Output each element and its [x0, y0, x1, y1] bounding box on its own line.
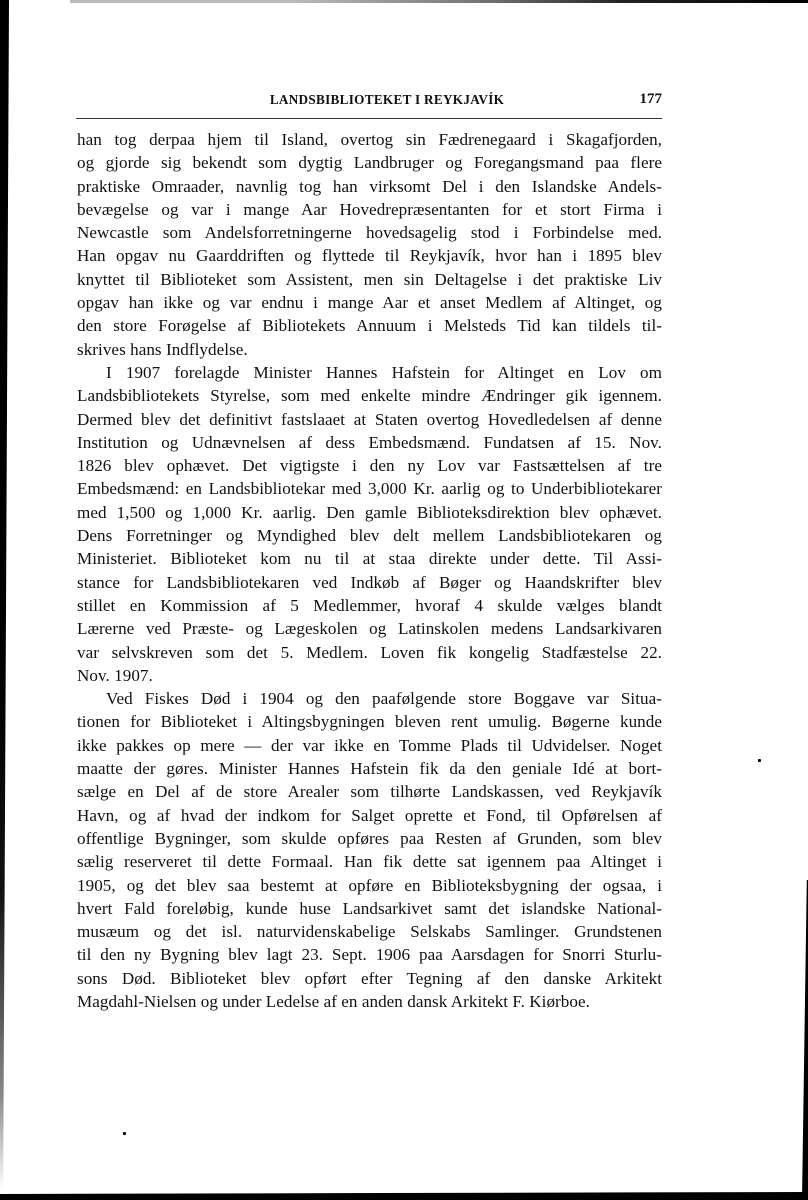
text-line: musæum og det isl. naturvidenskabelige Selskabs Samlinger. Grundstenen — [77, 922, 662, 942]
scan-speck — [123, 1132, 126, 1135]
text-line: Magdahl-Nielsen og under Ledelse af en anden dansk Arkitekt F. Kiørboe. — [77, 991, 590, 1011]
text-line: Institution og Udnævnelsen af dess Embedsmænd. Fundatsen af 15. Nov. — [77, 432, 662, 452]
page-number: 177 — [639, 91, 662, 107]
paragraph-3 — [77, 687, 662, 1013]
text-line: Newcastle som Andelsforretningerne hovedsagelig stod i Forbindelse med. — [77, 223, 662, 243]
text-line: med 1,500 og 1,000 Kr. aarlig. Den gamle Biblioteksdirektion blev ophævet. — [77, 502, 662, 522]
page-body — [77, 128, 662, 1013]
text-line: ikke pakkes op mere — der var ikke en Tomme Plads til Udvidelser. Noget — [77, 735, 662, 755]
text-line: skrives hans Indflydelse. — [77, 339, 248, 359]
text-line: den store Forøgelse af Bibliotekets Annuum i Melsteds Tid kan tildels til- — [77, 316, 662, 336]
running-title: LANDSBIBLIOTEKET I REYKJAVÍK — [269, 92, 505, 107]
scan-border-right — [802, 880, 808, 1200]
text-line: 1826 blev ophævet. Det vigtigste i den ny Lov var Fastsættelsen af tre — [77, 456, 662, 476]
text-line: Dermed blev det definitivt fastslaaet at Staten overtog Hovedledelsen af denne — [77, 409, 662, 429]
text-line: sons Død. Biblioteket blev opført efter Tegning af den danske Arkitekt — [77, 968, 662, 988]
text-line: Han opgav nu Gaarddriften og flyttede til Reykjavík, hvor han i 1895 blev — [77, 246, 662, 266]
scan-speck — [758, 759, 761, 762]
scan-border-top — [70, 0, 808, 3]
text-line: Landsbibliotekets Styrelse, som med enkelte mindre Ændringer gik igennem. — [77, 386, 662, 406]
running-header — [76, 92, 662, 114]
text-line: Dens Forretninger og Myndighed blev delt mellem Landsbibliotekaren og — [77, 526, 662, 546]
text-line: praktiske Omraader, navnlig tog han virksomt Del i den Islandske Andels- — [77, 176, 662, 196]
text-line: stillet en Kommission af 5 Medlemmer, hvoraf 4 skulde vælges blandt — [77, 595, 662, 615]
text-line: knyttet til Biblioteket som Assistent, men sin Deltagelse i det praktiske Liv — [77, 269, 662, 289]
text-line: I 1907 forelagde Minister Hannes Hafstein for Altinget en Lov om — [106, 362, 662, 382]
text-line: Nov. 1907. — [77, 665, 153, 685]
text-line: hvert Fald foreløbig, kunde huse Landsarkivet samt det islandske National- — [77, 898, 662, 918]
text-line: sælig reserveret til dette Formaal. Han fik dette sat igennem paa Altinget i — [77, 852, 662, 872]
text-line: og gjorde sig bekendt som dygtig Landbruger og Foregangsmand paa flere — [77, 153, 662, 173]
text-line: bevægelse og var i mange Aar Hovedrepræsentanten for et stort Firma i — [77, 199, 662, 219]
scan-border-left — [0, 0, 9, 1190]
text-line: tionen for Biblioteket i Altingsbygningen bleven rent umulig. Bøgerne kunde — [77, 712, 662, 732]
text-line: var selvskreven som det 5. Medlem. Loven fik kongelig Stadfæstelse 22. — [77, 642, 662, 662]
paragraph-2 — [77, 361, 662, 687]
text-line: sælge en Del af de store Arealer som tilhørte Landskassen, ved Reykjavík — [77, 782, 662, 802]
scan-border-bottom — [0, 1192, 808, 1200]
text-line: Ministeriet. Biblioteket kom nu til at staa direkte under dette. Til Assi- — [77, 549, 662, 569]
text-line: Ved Fiskes Død i 1904 og den paafølgende store Boggave var Situa- — [106, 689, 662, 709]
text-line: opgav han ikke og var endnu i mange Aar et anset Medlem af Altinget, og — [77, 293, 662, 313]
text-line: han tog derpaa hjem til Island, overtog sin Fædrenegaard i Skagafjorden, — [77, 130, 662, 149]
text-line: stance for Landsbibliotekaren ved Indkøb af Bøger og Haandskrifter blev — [77, 572, 662, 592]
text-line: maatte der gøres. Minister Hannes Hafstein fik da den geniale Idé at bort- — [77, 759, 662, 779]
text-line: 1905, og det blev saa bestemt at opføre en Biblioteksbygning der ogsaa, i — [77, 875, 662, 895]
header-rule — [76, 118, 662, 119]
paragraph-1 — [77, 128, 662, 361]
text-line: offentlige Bygninger, som skulde opføres paa Resten af Grunden, som blev — [77, 828, 662, 848]
text-line: Lærerne ved Præste- og Lægeskolen og Latinskolen medens Landsarkivaren — [77, 619, 662, 639]
text-line: Embedsmænd: en Landsbibliotekar med 3,000 Kr. aarlig og to Underbibliotekarer — [77, 479, 662, 499]
text-line: Havn, og af hvad der indkom for Salget oprette et Fond, til Opførelsen af — [77, 805, 662, 825]
text-line: til den ny Bygning blev lagt 23. Sept. 1906 paa Aarsdagen for Snorri Sturlu- — [77, 945, 662, 965]
